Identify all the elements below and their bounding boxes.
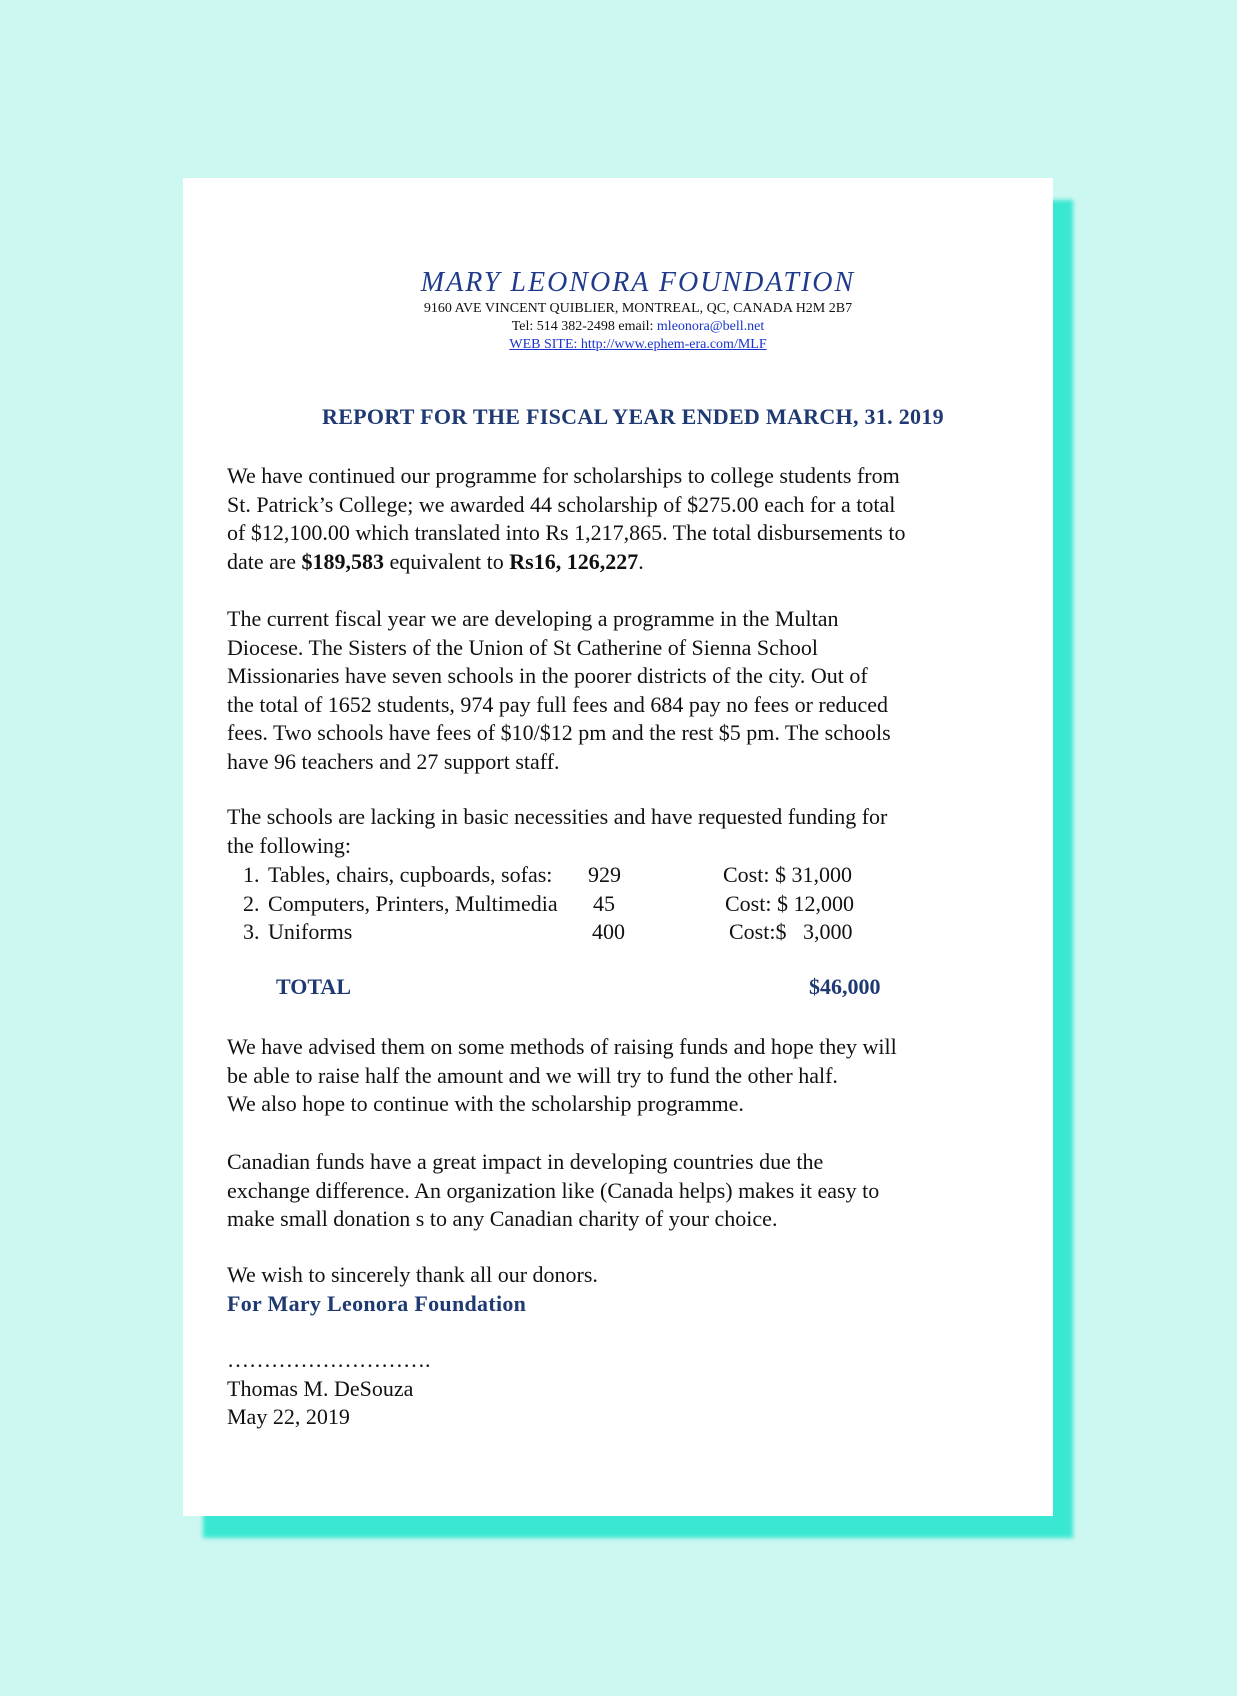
signature-date: May 22, 2019 xyxy=(227,1404,350,1430)
paragraph-line: be able to raise half the amount and we will try to fund the other half. xyxy=(227,1062,838,1088)
total-usd: $189,583 xyxy=(301,548,384,574)
org-address: 9160 AVE VINCENT QUIBLIER, MONTREAL, QC, CANADA H2M 2B7 xyxy=(423,301,853,316)
paragraph-multan xyxy=(227,605,1017,777)
paragraph-line: fees. Two schools have fees of $10/$12 pm and the rest $5 pm. The schools xyxy=(227,720,891,746)
item-number: 1. xyxy=(243,862,260,887)
signature-block xyxy=(227,1346,431,1432)
paragraph-line xyxy=(227,548,1017,577)
paragraph-line: the total of 1652 students, 974 pay full fees and 684 pay no fees or reduced xyxy=(227,691,889,717)
paragraph-line: We also hope to continue with the scholarship programme. xyxy=(227,1091,744,1117)
paragraph-line: St. Patrick’s College; we awarded 44 scholarship of $275.00 each for a total xyxy=(227,491,896,517)
thanks-line: We wish to sincerely thank all our donors. xyxy=(227,1262,598,1287)
letterhead xyxy=(183,266,1053,354)
list-item xyxy=(243,890,963,919)
paragraph-line: have 96 teachers and 27 support staff. xyxy=(227,748,560,774)
item-name: Computers, Printers, Multimedia xyxy=(268,890,558,916)
org-name: MARY LEONORA FOUNDATION xyxy=(420,267,856,298)
closing xyxy=(227,1261,1017,1318)
item-name: Uniforms xyxy=(268,919,353,945)
email-link[interactable]: mleonora@bell.net xyxy=(656,319,765,334)
signoff-org: For Mary Leonora Foundation xyxy=(227,1290,527,1316)
item-quantity: 45 xyxy=(593,890,615,916)
list-item xyxy=(243,918,963,947)
paragraph-fundraising xyxy=(227,1033,1017,1119)
signatory-name: Thomas M. DeSouza xyxy=(227,1375,414,1401)
total-value: $46,000 xyxy=(809,974,881,999)
item-number: 2. xyxy=(243,890,260,916)
paragraph-line: make small donation s to any Canadian charity of your choice. xyxy=(227,1206,778,1232)
paragraph-line: We have advised them on some methods of raising funds and hope they will xyxy=(227,1034,897,1059)
total-rs: Rs16, 126,227 xyxy=(509,548,639,574)
text-fragment: date are xyxy=(227,548,302,574)
text-fragment: equivalent to xyxy=(384,548,510,574)
needs-list xyxy=(243,861,963,947)
item-cost: Cost: $ 12,000 xyxy=(725,890,854,916)
item-cost: Cost: $ 31,000 xyxy=(723,862,852,887)
signature-dots: ………………………. xyxy=(227,1347,431,1372)
item-quantity: 400 xyxy=(592,919,625,945)
website-link[interactable]: WEB SITE: http://www.ephem-era.com/MLF xyxy=(509,337,767,352)
paragraph-line: Diocese. The Sisters of the Union of St Catherine of Sienna School xyxy=(227,634,819,660)
paragraph-needs-intro xyxy=(227,803,1017,860)
list-item xyxy=(243,861,963,890)
paragraph-line: The current fiscal year we are developing a programme in the Multan xyxy=(227,606,839,631)
item-cost: Cost:$ 3,000 xyxy=(729,919,853,945)
tel-label: Tel: 514 382-2498 email: xyxy=(511,319,657,334)
document-page xyxy=(183,178,1053,1516)
text-fragment: . xyxy=(638,548,644,574)
org-contact xyxy=(223,318,1053,336)
paragraph-canadian-funds xyxy=(227,1148,1017,1234)
paragraph-line: of $12,100.00 which translated into Rs 1,217,865. The total disbursements to xyxy=(227,520,906,546)
paragraph-line: Canadian funds have a great impact in developing countries due the xyxy=(227,1149,824,1174)
item-name: Tables, chairs, cupboards, sofas: xyxy=(268,862,553,887)
paragraph-scholarships xyxy=(227,462,1017,576)
paragraph-line: We have continued our programme for scholarships to college students from xyxy=(227,463,900,488)
paragraph-line: Missionaries have seven schools in the poorer districts of the city. Out of xyxy=(227,663,868,689)
paragraph-line: the following: xyxy=(227,832,352,858)
paragraph-line: exchange difference. An organization like (Canada helps) makes it easy to xyxy=(227,1177,880,1203)
paragraph-line: The schools are lacking in basic necessities and have requested funding for xyxy=(227,804,888,829)
total-label: TOTAL xyxy=(276,974,351,999)
item-number: 3. xyxy=(243,919,260,945)
report-title: REPORT FOR THE FISCAL YEAR ENDED MARCH, 31. 2019 xyxy=(322,404,944,429)
item-quantity: 929 xyxy=(588,862,621,887)
